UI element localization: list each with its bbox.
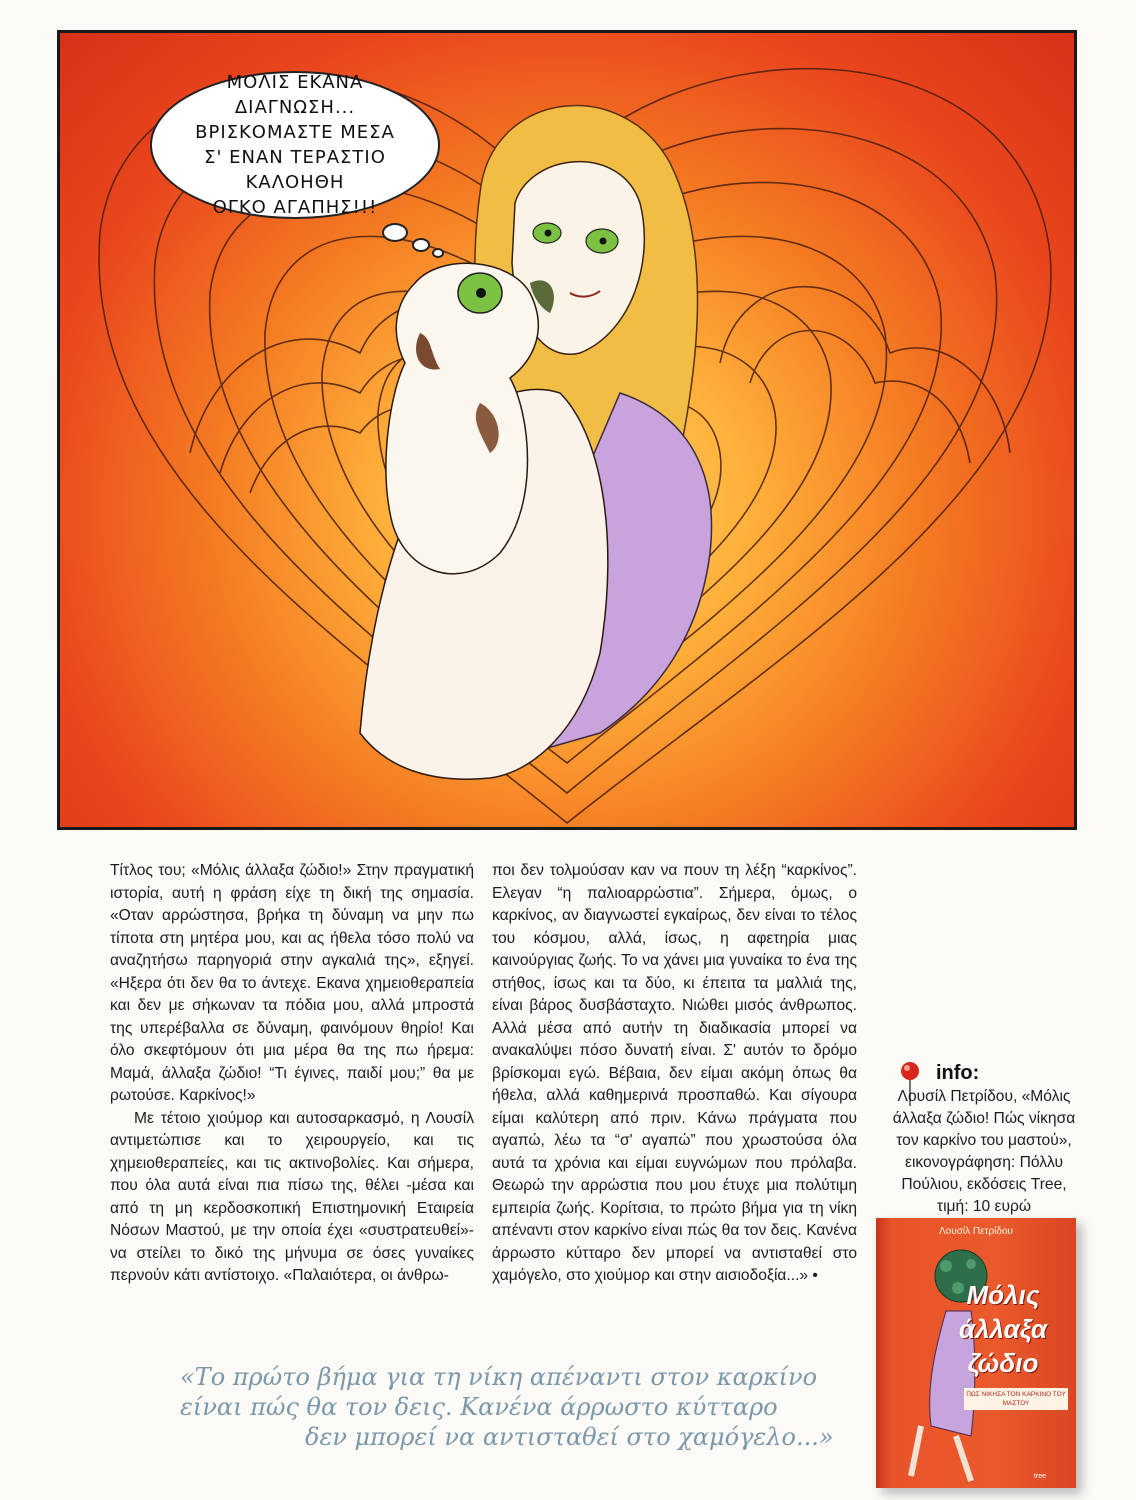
pull-quote-line: δεν μπορεί να αντισταθεί στο χαμόγελο...» xyxy=(305,1423,834,1451)
illustration-panel xyxy=(57,30,1077,830)
book-title-line: Μόλις xyxy=(966,1280,1040,1310)
article-paragraph: Με τέτοιο χιούμορ και αυτοσαρκασμό, η Λουσίλ αντιμετώπισε και το χειρουργείο, και τις χημειοθεραπείες, και τις ακτινοβολίες. Και σήμερα, που όλα αυτά είναι πια πίσω της, θέλει -μέσα και από τη μη κερδοσκοπική Επιστημονική Εταιρεία Νόσων Μαστού, με την οποία έχει «συστρατευθεί»- να στείλει το δικό της μήνυμα σε όσες γυναίκες περνούν κάτι αντίστοιχο. «Παλαιότερα, οι άνθρω- xyxy=(110,1109,474,1284)
article-column-2 xyxy=(492,860,857,1288)
book-title-line: άλλαξα xyxy=(958,1314,1048,1344)
book-author: Λουσίλ Πετρίδου xyxy=(938,1226,1014,1237)
thought-dot-small xyxy=(432,248,444,258)
pull-quote-line: «Το πρώτο βήμα για τη νίκη απέναντι στον καρκίνο xyxy=(180,1363,818,1391)
book-subtitle: ΠΩΣ ΝΙΚΗΣΑ ΤΟΝ ΚΑΡΚΙΝΟ ΤΟΥ ΜΑΣΤΟΥ xyxy=(964,1388,1068,1410)
book-publisher: tree xyxy=(1033,1473,1046,1480)
thought-dot-large xyxy=(382,223,408,242)
article-paragraph: Τίτλος του; «Μόλις άλλαξα ζώδιο!» Στην πραγματική ιστορία, αυτή η φράση είχε τη δική της σημασία. «Οταν αρρώστησα, βρήκα τη δύναμη να μην πω τίποτα στη μητέρα μου, και ας ήθελα τόσο πολύ να αναζητήσω παρηγοριά στην αγκαλιά της», εξηγεί. «Ηξερα ότι δεν θα το άντεχε. Εκανα χημειοθεραπεία και δεν με σήκωναν τα πόδια μου, αλλά μπροστά της υπερέβαλλα σε δύναμη, φαινόμουν θηρίο! Και όλο σκεφτόμουν ότι μια μέρα θα της πω ήρεμα: Μαμά, άλλαξα ζώδιο! “Τι έγινες, παιδί μου;” θα με ρωτούσε. Καρκίνος!» xyxy=(110,862,474,1104)
thought-dot-medium xyxy=(412,238,430,252)
book-cover xyxy=(876,1218,1076,1488)
speech-bubble xyxy=(150,71,440,219)
info-label: info: xyxy=(936,1062,980,1084)
book-title-line: ζώδιο xyxy=(967,1348,1039,1378)
speech-bubble-text: ΜΟΛΙΣ ΕΚΑΝΑ ΔΙΑΓΝΩΣΗ... ΒΡΙΣΚΟΜΑΣΤΕ ΜΕΣΑ Σ' ΕΝΑΝ ΤΕΡΑΣΤΙΟ ΚΑΛΟΗΘΗ ΟΓΚΟ ΑΓΑΠΗΣ!!! xyxy=(195,72,395,218)
info-text: Λουσίλ Πετρίδου, «Μόλις άλλαξα ζώδιο! Πώς νίκησα τον καρκίνο του μαστού», εικονογράφηση: Πόλλυ Πούλιου, εκδόσεις Tree, τιμή: 10 ευρώ xyxy=(892,1088,1076,1215)
book-title xyxy=(938,1278,1068,1380)
article-column-1 xyxy=(110,860,474,1288)
article-paragraph: ποι δεν τολμούσαν καν να πουν τη λέξη “καρκίνος”. Ελεγαν “η παλιοαρρώστια”. Σήμερα, όμως, ο καρκίνος, αν διαγνωστεί εγκαίρως, δεν είναι το τέλος του κόσμου, αλλά, ίσως, η αφετηρία μιας καινούργιας ζωής. Το να χάνει μια γυναίκα το ένα της στήθος, ίσως και τα δύο, κι έπειτα τα μαλλιά της, είναι βάρος δυσβάσταχτο. Νιώθει μισός άνθρωπος. Αλλά μέσα από αυτήν τη διαδικασία μπορεί να ανακαλύψει πόσο δυνατή είναι. Σ' αυτόν το δρόμο βρίσκομαι εγώ. Βέβαια, δεν είμαι ακόμη όπως θα ήθελα, αλλά καθημερινά προσπαθώ. Και σίγουρα είμαι καλύτερη από πριν. Κάνω πράγματα που αγαπώ, λέω τα “σ' αγαπώ” που χρωστούσα όλα αυτά τα χρόνια και είμαι ευγνώμων που πρόλαβα. Θεωρώ την αρρώστια που μου έτυχε μια πολύτιμη εμπειρία ζωής. Κορίτσια, το πρώτο βήμα για τη νίκη απέναντι στον καρκίνο είναι πώς θα τον δεις. Κανένα άρρωστο κύτταρο δεν μπορεί να αντισταθεί στο χαμόγελο, στο χιούμορ και στην αισιοδοξία...» • xyxy=(492,862,857,1284)
pull-quote xyxy=(180,1362,860,1452)
pull-quote-line: είναι πώς θα τον δεις. Κανένα άρρωστο κύτταρο xyxy=(180,1393,778,1421)
